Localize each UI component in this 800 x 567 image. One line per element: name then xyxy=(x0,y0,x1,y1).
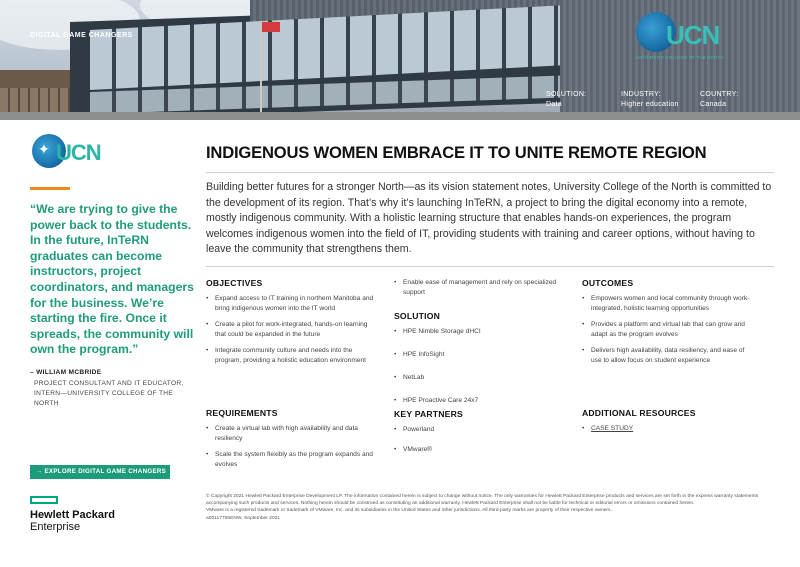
list-item: • HPE Proactive Care 24x7 xyxy=(394,396,564,406)
objectives-continued xyxy=(394,278,564,304)
ucn-banner-logo xyxy=(632,10,724,64)
resources-list xyxy=(582,424,750,434)
meta-solution xyxy=(546,90,586,110)
meta-country xyxy=(700,90,738,110)
solution-section xyxy=(394,311,564,412)
outcomes-title: OUTCOMES xyxy=(582,278,634,288)
meta-country-label: COUNTRY: xyxy=(700,91,739,98)
case-study-link[interactable]: CASE STUDY xyxy=(591,425,634,432)
list-item: • Integrate community culture and needs into the program, providing a holistic education environment xyxy=(206,346,378,366)
meta-industry-label: INDUSTRY: xyxy=(621,91,661,98)
intro-paragraph: Building better futures for a stronger North—as its vision statement notes, University College of the North is committed to the development of its region. That’s why it’s launching InTeRN, a project to bring the digital economy into a remote, mostly indigenous community. With a holistic learning structure that enables hands-on experiences, the program welcomes indigenous women into the field of IT, providing students with training and career options, without having to leave the community that strengthens them. xyxy=(206,181,772,256)
list-item: • VMware® xyxy=(394,445,564,455)
meta-solution-value: Data xyxy=(546,101,562,108)
list-item: • Delivers high availability, data resiliency, and ease of use to allow focus on student experience xyxy=(582,346,750,366)
hero-banner xyxy=(0,0,800,120)
outcomes-section xyxy=(582,278,750,372)
meta-industry-value: Higher education xyxy=(621,101,679,108)
solution-title: SOLUTION xyxy=(394,311,440,321)
solution-list xyxy=(394,327,564,406)
intro-divider xyxy=(206,266,774,267)
objectives-continued-list xyxy=(394,278,564,298)
title-divider xyxy=(206,172,774,173)
hero-eyebrow: DIGITAL GAME CHANGERS xyxy=(30,32,133,39)
list-item: • HPE Nimble Storage dHCI xyxy=(394,327,564,337)
meta-solution-label: SOLUTION: xyxy=(546,91,587,98)
partners-title: KEY PARTNERS xyxy=(394,409,463,419)
hpe-brand-name: Hewlett Packard xyxy=(30,509,115,521)
list-item: • Powerland xyxy=(394,425,564,435)
pull-quote: “We are trying to give the power back to the students. In the future, InTeRN graduates can become instructors, project coordinators, and managers for the business. We’re starting the fire. Once it spreads, the community will own the program.” xyxy=(30,202,194,357)
list-item xyxy=(582,424,750,434)
document-id: a00117766ENW, September 2021 xyxy=(206,515,281,521)
list-item: • HPE InfoSight xyxy=(394,350,564,360)
ucn-logo xyxy=(30,132,110,174)
requirements-title: REQUIREMENTS xyxy=(206,408,278,418)
partners-list xyxy=(394,425,564,455)
list-item: • Create a virtual lab with high availability and data resiliency xyxy=(206,424,378,444)
hpe-brand-sub: Enterprise xyxy=(30,521,81,533)
objectives-section xyxy=(206,278,378,372)
meta-industry xyxy=(621,90,679,110)
resources-section xyxy=(582,408,750,440)
partners-section xyxy=(394,409,564,461)
flagpole xyxy=(260,22,262,112)
copyright-text: © Copyright 2021 Hewlett Packard Enterprise Development LP. The information contained herein is subject to change without notice. The only warranties for Hewlett Packard Enterprise products and services are set forth in the express warranty statements accompanying such products and services. Nothing herein should be construed as constituting an additional warranty. Hewlett Packard Enterprise shall not be liable for technical or editorial errors or omissions contained herein. xyxy=(206,494,759,507)
resources-title: ADDITIONAL RESOURCES xyxy=(582,408,696,418)
meta-country-value: Canada xyxy=(700,101,727,108)
legal-footer xyxy=(206,493,776,522)
objectives-list xyxy=(206,294,378,366)
list-item: • Provides a platform and virtual lab that can grow and adapt as the program evolves xyxy=(582,320,750,340)
list-item: • Empowers women and local community through work-integrated, holistic learning opportunities xyxy=(582,294,750,314)
ucn-logo-text: UCN xyxy=(666,20,720,50)
objectives-title: OBJECTIVES xyxy=(206,278,263,288)
requirements-list xyxy=(206,424,378,470)
trademark-text: VMware is a registered trademark or trademark of VMware, Inc. and its subsidiaries in the United States and other jurisdictions. All third-party marks are property of their respective owners. xyxy=(206,508,612,514)
quote-role: PROJECT CONSULTANT AND IT EDUCATOR, INTERN—UNIVERSITY COLLEGE OF THE NORTH xyxy=(34,380,184,407)
ucn-logo-subtitle: UNIVERSITY COLLEGE OF THE NORTH xyxy=(636,55,724,60)
list-item: • Expand access to IT training in northern Manitoba and bring indigenous women into the IT world xyxy=(206,294,378,314)
outcomes-list xyxy=(582,294,750,366)
hpe-element-icon xyxy=(30,496,58,504)
flag xyxy=(262,22,280,32)
list-item: • Enable ease of management and rely on specialized support xyxy=(394,278,564,298)
page-title: INDIGENOUS WOMEN EMBRACE IT TO UNITE REMOTE REGION xyxy=(206,143,707,162)
accent-divider xyxy=(30,187,70,190)
quote-author: – WILLIAM MCBRIDE xyxy=(30,369,102,376)
ucn-logo-text: UCN xyxy=(56,140,101,165)
requirements-section xyxy=(206,408,378,476)
list-item: • Scale the system flexibly as the program expands and evolves xyxy=(206,450,378,470)
explore-game-changers-button[interactable]: → EXPLORE DIGITAL GAME CHANGERS xyxy=(30,465,170,479)
list-item: • NetLab xyxy=(394,373,564,383)
list-item: • Create a pilot for work-integrated, hands-on learning that could be expanded in the future xyxy=(206,320,378,340)
ground xyxy=(0,112,800,120)
star-icon: ✦ xyxy=(38,141,50,157)
